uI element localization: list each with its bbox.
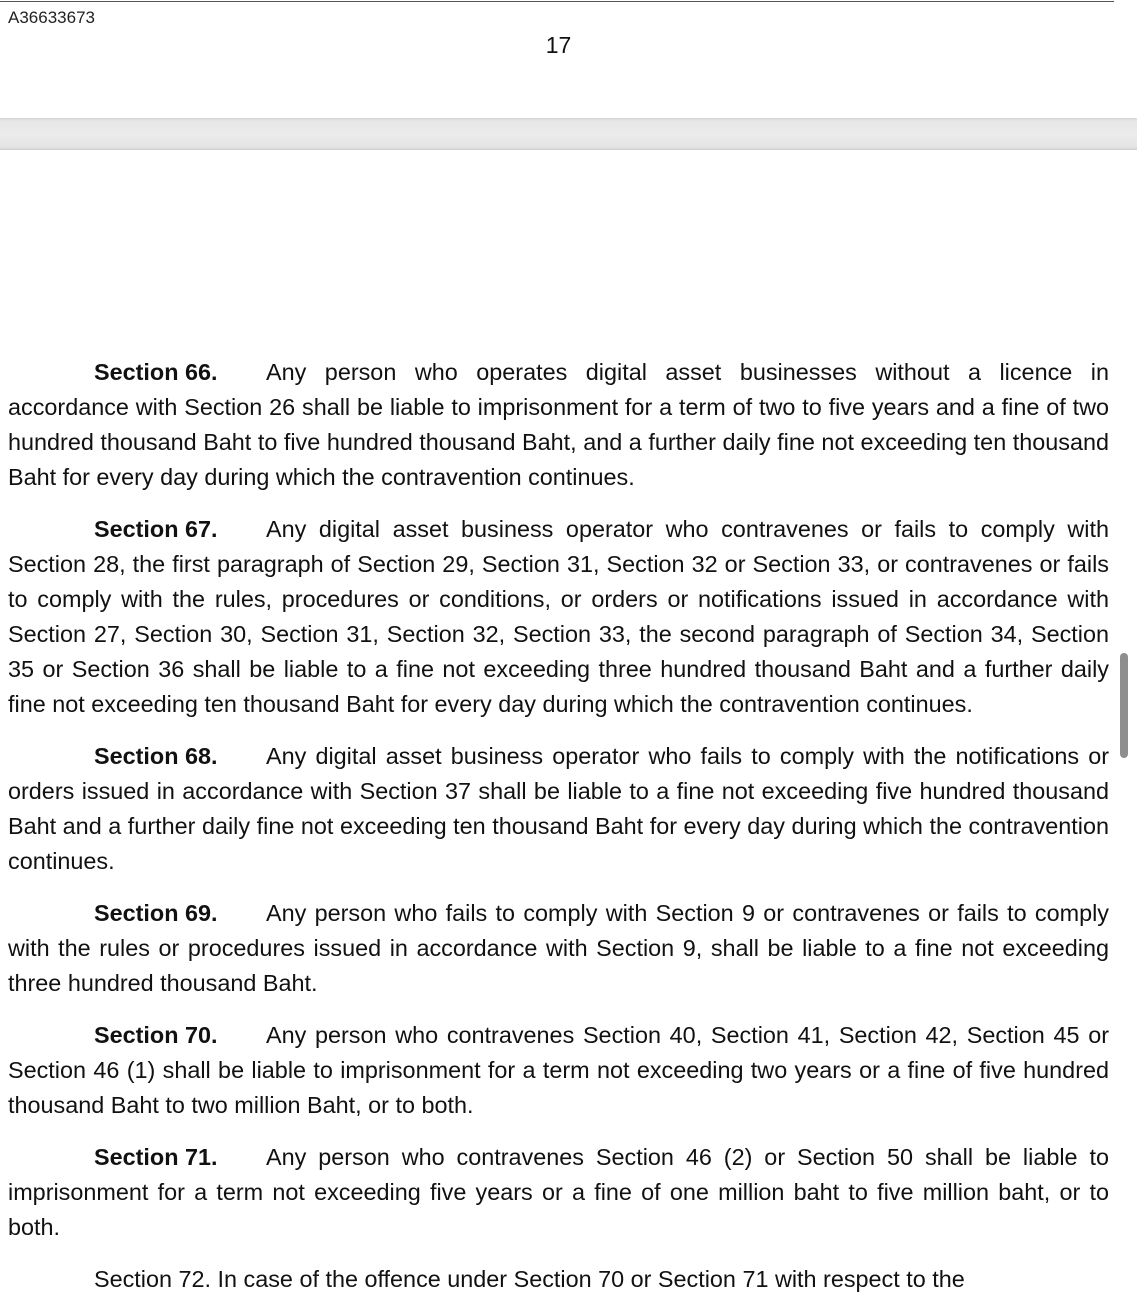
page-number: 17: [545, 32, 572, 58]
partial-next-section: Section 72. In case of the offence under Section 70 or Section 71 with respect to the: [94, 1266, 965, 1292]
section-66: [8, 355, 1109, 495]
section-71: [8, 1140, 1109, 1245]
section-68: [8, 739, 1109, 879]
section-label: Section 68.: [94, 743, 218, 769]
page-separator: [0, 118, 1137, 150]
section-label: Section 66.: [94, 359, 218, 385]
vertical-scrollbar[interactable]: [1120, 653, 1128, 758]
page-top: [0, 0, 1137, 118]
section-69: [8, 896, 1109, 1001]
section-label: Section 70.: [94, 1022, 218, 1048]
section-text: Any person who fails to comply with Section 9 or contravenes or fails to comply with the rules or procedures issued in accordance with Section 9, shall be liable to a fine not exceeding three hundred thousand Baht.: [8, 900, 1109, 996]
document-body: [8, 355, 1109, 1245]
header-rule: [0, 1, 1114, 2]
section-text: Any digital asset business operator who fails to comply with the notifications or orders issued in accordance with Section 37 shall be liable to a fine not exceeding five hundred thousand Baht and a further daily fine not exceeding ten thousand Baht for every day during which the contravention continues.: [8, 743, 1109, 874]
section-text: Any digital asset business operator who contravenes or fails to comply with Section 28, the first paragraph of Section 29, Section 31, Section 32 or Section 33, or contravenes or fails to comply with the rules, procedures or conditions, or orders or notifications issued in accordance with Section 27, Section 30, Section 31, Section 32, Section 33, the second paragraph of Section 34, Section 35 or Section 36 shall be liable to a fine not exceeding three hundred thousand Baht and a further daily fine not exceeding ten thousand Baht for every day during which the contravention continues.: [8, 516, 1109, 717]
section-67: [8, 512, 1109, 722]
section-label: Section 67.: [94, 516, 218, 542]
section-label: Section 69.: [94, 900, 218, 926]
section-text: Any person who operates digital asset businesses without a licence in accordance with Section 26 shall be liable to imprisonment for a term of two to five years and a fine of two hundred thousand Baht to five hundred thousand Baht, and a further daily fine not exceeding ten thousand Baht for every day during which the contravention continues.: [8, 359, 1109, 490]
section-70: [8, 1018, 1109, 1123]
section-text: Any person who contravenes Section 40, Section 41, Section 42, Section 45 or Section 46 (1) shall be liable to imprisonment for a term not exceeding two years or a fine of five hundred thousand Baht to two million Baht, or to both.: [8, 1022, 1109, 1118]
section-label: Section 71.: [94, 1144, 218, 1170]
section-text: Any person who contravenes Section 46 (2) or Section 50 shall be liable to imprisonment for a term not exceeding five years or a fine of one million baht to five million baht, or to both.: [8, 1144, 1109, 1240]
document-id: A36633673: [8, 8, 95, 27]
